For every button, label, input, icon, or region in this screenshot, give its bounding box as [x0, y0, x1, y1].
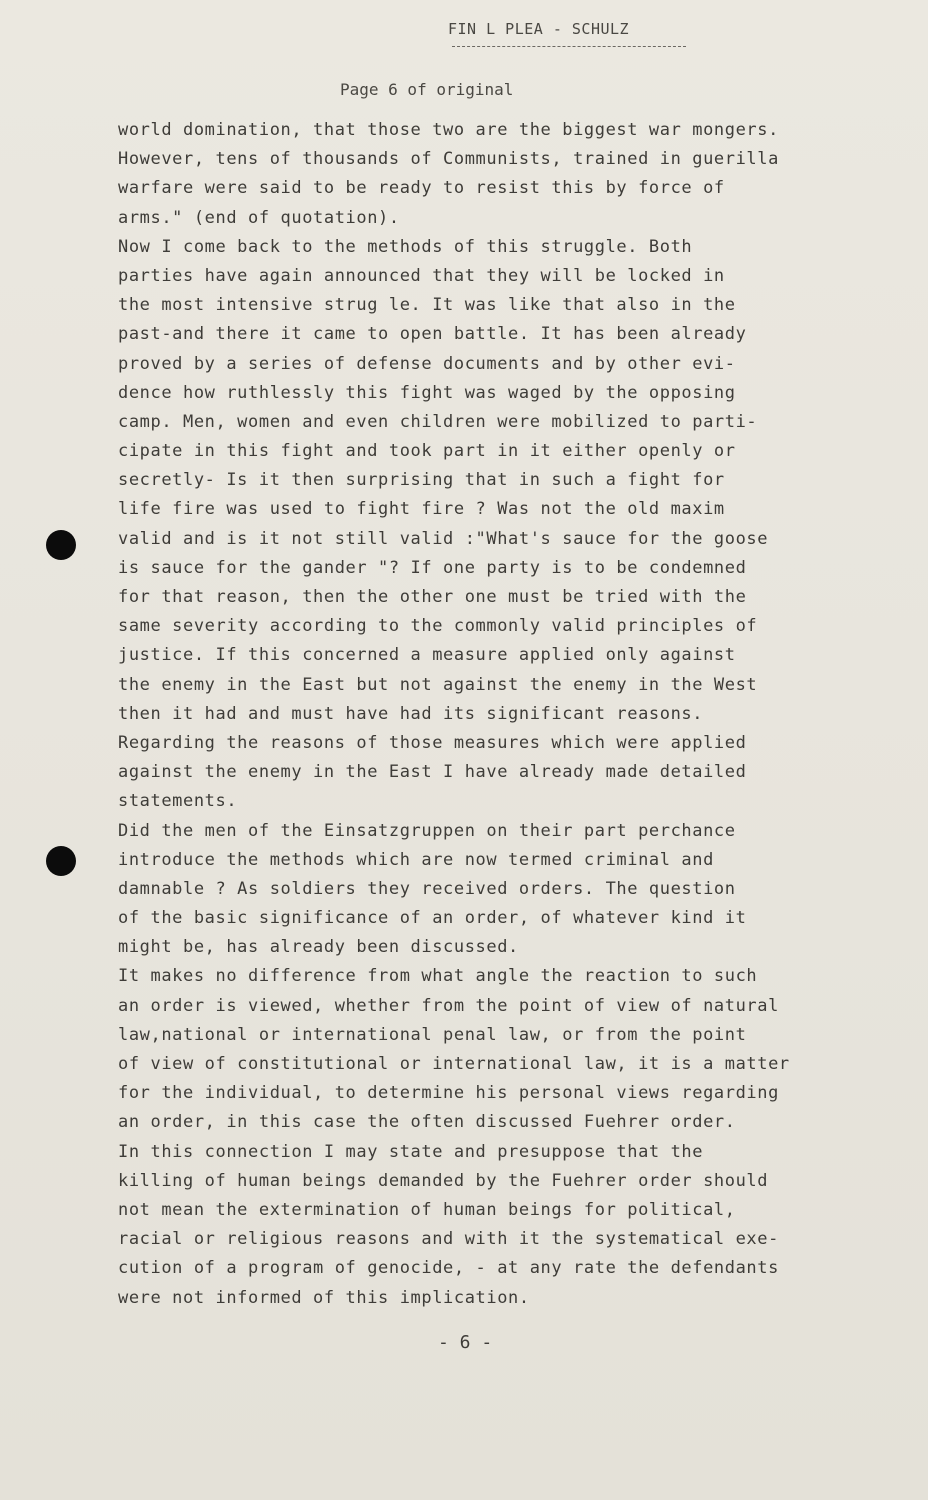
body-line: past-and there it came to open battle. It has been already — [118, 324, 747, 345]
body-line: law,national or international penal law, or from the point — [118, 1024, 747, 1045]
punch-hole-bottom — [46, 846, 76, 876]
body-line: racial or religious reasons and with it the systematical exe- — [118, 1229, 779, 1250]
body-line: killing of human beings demanded by the Fuehrer order should — [118, 1170, 769, 1191]
body-line: dence how ruthlessly this fight was waged by the opposing — [118, 382, 736, 403]
body-line: Regarding the reasons of those measures which were applied — [118, 732, 747, 753]
body-line: an order is viewed, whether from the point of view of natural — [118, 995, 779, 1016]
body-line: parties have again announced that they will be locked in — [118, 265, 725, 286]
body-line: against the enemy in the East I have already made detailed — [118, 762, 747, 783]
body-line: cution of a program of genocide, - at any rate the defendants — [118, 1258, 779, 1279]
body-line: for that reason, then the other one must be tried with the — [118, 587, 747, 607]
body-line: However, tens of thousands of Communists, trained in guerilla — [118, 149, 779, 170]
body-line: world domination, that those two are the biggest war mongers. — [118, 120, 779, 140]
body-line: In this connection I may state and presuppose that the — [118, 1141, 704, 1162]
body-line: damnable ? As soldiers they received orders. The question — [118, 878, 736, 899]
body-line: Did the men of the Einsatzgruppen on their part perchance — [118, 820, 736, 841]
body-line: the enemy in the East but not against the enemy in the West — [118, 674, 758, 695]
body-line: then it had and must have had its significant reasons. — [118, 703, 704, 724]
body-line: valid and is it not still valid :"What's sauce for the goose — [118, 528, 769, 549]
header-underline — [452, 46, 686, 47]
body-line: justice. If this concerned a measure applied only against — [118, 645, 736, 666]
body-line: It makes no difference from what angle the reaction to such — [118, 966, 758, 987]
body-line: Now I come back to the methods of this struggle. Both — [118, 236, 693, 257]
page-header-title: FIN L PLEA - SCHULZ — [448, 20, 630, 38]
body-line: camp. Men, women and even children were mobilized to parti- — [118, 411, 758, 432]
body-line: warfare were said to be ready to resist this by force of — [118, 178, 725, 199]
body-line: proved by a series of defense documents and by other evi- — [118, 353, 736, 374]
body-line: arms." (end of quotation). — [118, 207, 400, 228]
body-line: of the basic significance of an order, of whatever kind it — [118, 908, 747, 929]
body-line: an order, in this case the often discussed Fuehrer order. — [118, 1112, 736, 1133]
body-line: introduce the methods which are now termed criminal and — [118, 849, 714, 870]
body-line: is sauce for the gander "? If one party is to be condemned — [118, 557, 747, 578]
body-line: the most intensive strug le. It was like that also in the — [118, 295, 736, 316]
punch-hole-top — [46, 530, 76, 560]
body-line: of view of constitutional or international law, it is a matter — [118, 1054, 790, 1074]
body-line: same severity according to the commonly valid principles of — [118, 616, 758, 637]
body-line: statements. — [118, 791, 238, 812]
body-line: not mean the extermination of human beings for political, — [118, 1199, 736, 1220]
body-text — [118, 116, 878, 1313]
page-number: - 6 - — [438, 1332, 493, 1353]
page-subheader: Page 6 of original — [340, 80, 514, 99]
body-line: were not informed of this implication. — [118, 1287, 530, 1308]
body-line: life fire was used to fight fire ? Was not the old maxim — [118, 499, 725, 520]
body-line: might be, has already been discussed. — [118, 937, 519, 958]
body-line: for the individual, to determine his personal views regarding — [118, 1083, 779, 1104]
body-line: secretly- Is it then surprising that in such a fight for — [118, 470, 725, 491]
body-line: cipate in this fight and took part in it either openly or — [118, 441, 736, 462]
